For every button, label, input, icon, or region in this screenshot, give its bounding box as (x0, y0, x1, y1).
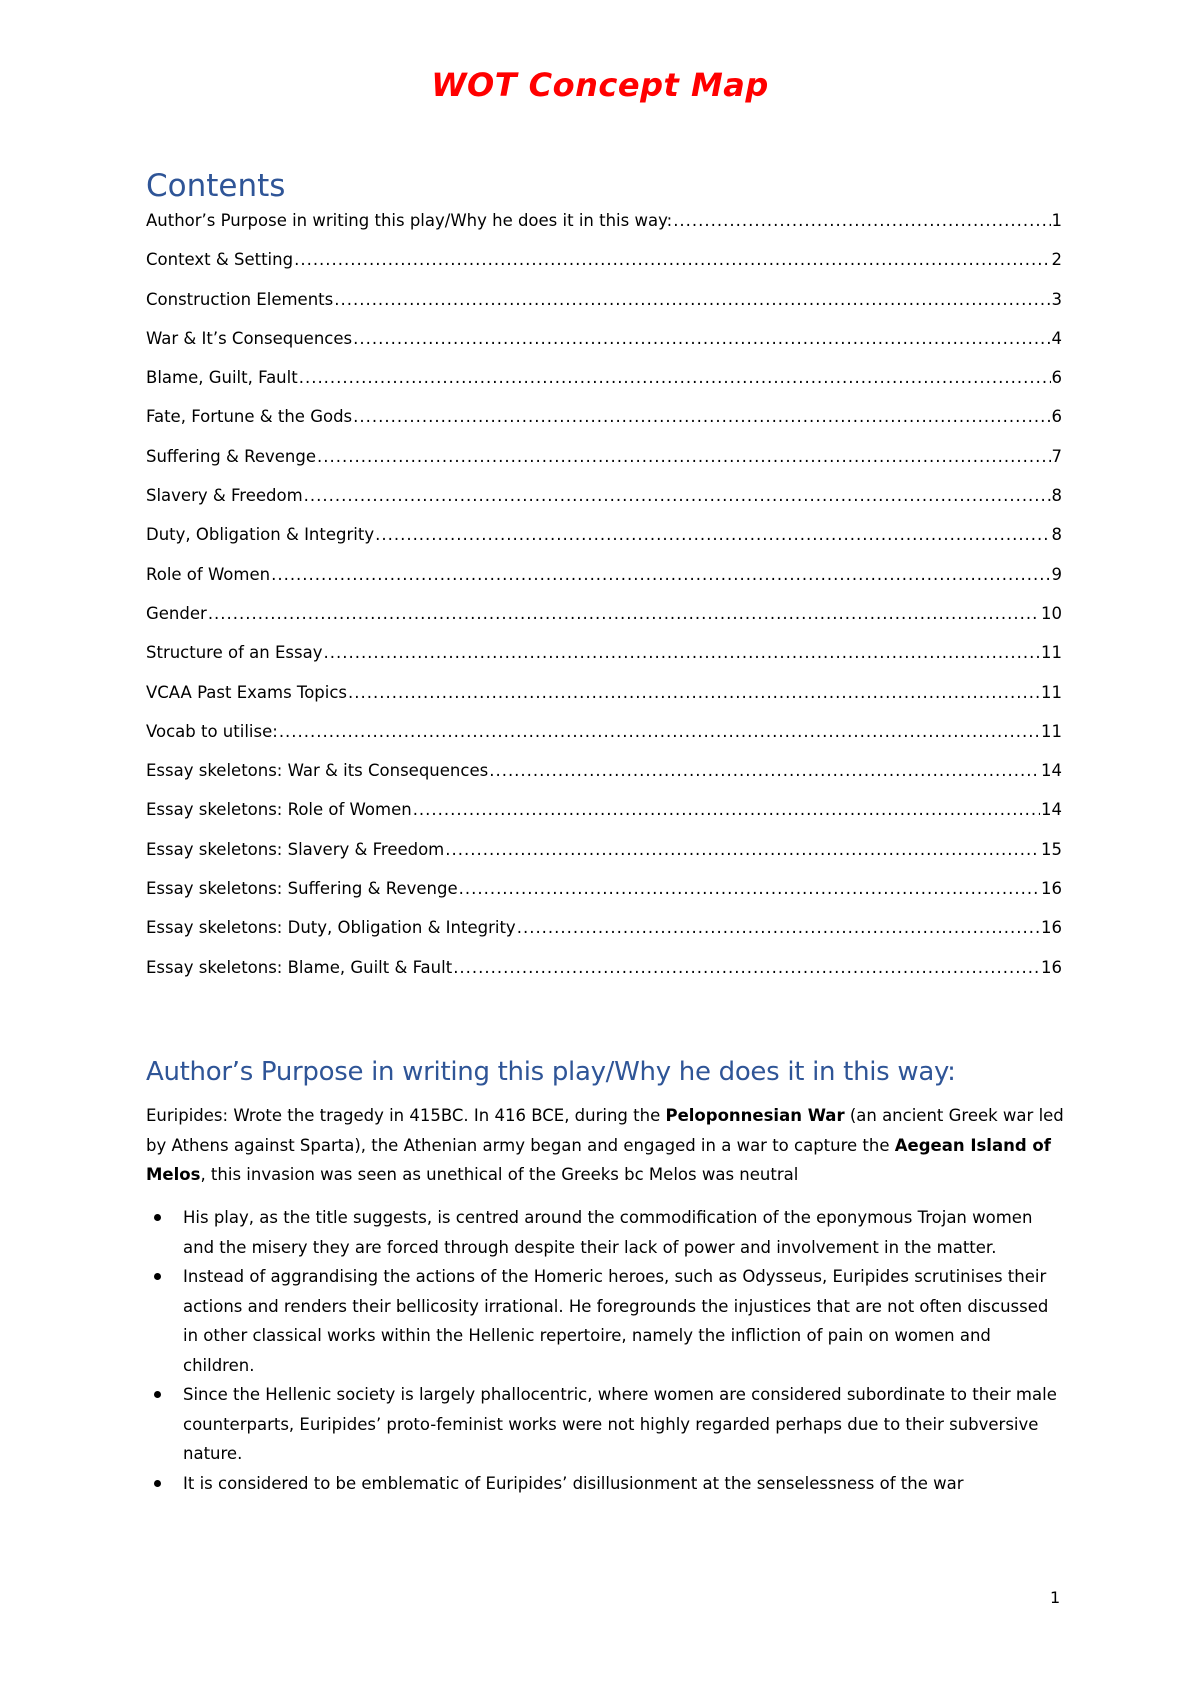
toc-dot-leader (208, 604, 1040, 624)
bullet-dot-icon (154, 1480, 161, 1487)
toc-entry-page: 11 (1041, 643, 1062, 663)
toc-dot-leader (375, 525, 1050, 545)
toc-entry[interactable] (146, 800, 1062, 839)
toc-entry-page: 14 (1041, 800, 1062, 820)
toc-dot-leader (299, 368, 1051, 388)
toc-entry-label: Structure of an Essay (146, 643, 323, 663)
toc-entry[interactable] (146, 918, 1062, 957)
toc-entry[interactable] (146, 683, 1062, 722)
toc-entry-page: 10 (1041, 603, 1062, 623)
toc-entry-page: 16 (1041, 879, 1062, 899)
toc-entry-page: 3 (1051, 289, 1062, 309)
toc-dot-leader (445, 840, 1040, 860)
toc-entry[interactable] (146, 486, 1062, 525)
bullet-text: It is considered to be emblematic of Euripides’ disillusionment at the senselessness of the war (183, 1473, 964, 1493)
intro-text: (an ancient Greek war led by Athens against Sparta), the Athenian army began and engaged in a war to capture the (146, 1106, 1064, 1155)
toc-entry[interactable] (146, 722, 1062, 761)
toc-entry-label: Context & Setting (146, 250, 294, 270)
toc-entry-label: Essay skeletons: Role of Women (146, 800, 412, 820)
document-title: WOT Concept Map (431, 66, 769, 104)
toc-dot-leader (459, 879, 1040, 899)
toc-entry-label: Construction Elements (146, 289, 334, 309)
bullet-text: Instead of aggrandising the actions of the Homeric heroes, such as Odysseus, Euripides scrutinises their actions and renders their bellicosity irrational. He foregrounds the injustices that are not often discussed in other classical works within the Hellenic repertoire, namely the infliction of pain on women and children. (183, 1267, 1049, 1375)
toc-entry-label: Essay skeletons: Slavery & Freedom (146, 839, 445, 859)
toc-entry[interactable] (146, 761, 1062, 800)
toc-dot-leader (489, 761, 1040, 781)
toc-heading: Contents (146, 168, 286, 204)
toc-dot-leader (453, 958, 1040, 978)
toc-entry[interactable] (146, 879, 1062, 918)
toc-entry-page: 9 (1051, 564, 1062, 584)
toc-dot-leader (304, 486, 1051, 506)
bullet-dot-icon (154, 1214, 161, 1221)
bullet-dot-icon (154, 1273, 161, 1280)
bullet-text: His play, as the title suggests, is centred around the commodification of the eponymous Trojan women and the misery they are forced through despite their lack of power and involvement in the matter. (183, 1208, 1033, 1257)
toc-entry-page: 15 (1041, 839, 1062, 859)
bullet-text: Since the Hellenic society is largely phallocentric, where women are considered subordinate to their male counterparts, Euripides’ proto-feminist works were not highly regarded perhaps due to their subversive nature. (183, 1385, 1057, 1463)
section-heading-authors-purpose: Author’s Purpose in writing this play/Why he does it in this way: (146, 1057, 956, 1087)
toc-entry[interactable] (146, 407, 1062, 446)
toc-dot-leader (353, 329, 1050, 349)
toc-entry-label: Blame, Guilt, Fault (146, 368, 298, 388)
table-of-contents (146, 211, 1062, 997)
intro-bold-term: Aegean Island of Melos (146, 1135, 1051, 1184)
toc-dot-leader (323, 643, 1040, 663)
toc-entry-page: 11 (1041, 721, 1062, 741)
toc-entry[interactable] (146, 447, 1062, 486)
toc-entry-page: 14 (1041, 761, 1062, 781)
toc-entry-label: Fate, Fortune & the Gods (146, 407, 353, 427)
toc-entry-label: Role of Women (146, 564, 271, 584)
bullet-item (146, 1380, 1066, 1469)
intro-text: , this invasion was seen as unethical of the Greeks bc Melos was neutral (200, 1165, 799, 1184)
page-number: 1 (1050, 1588, 1061, 1607)
toc-entry-label: Essay skeletons: Blame, Guilt & Fault (146, 957, 453, 977)
bullet-item (146, 1203, 1066, 1262)
toc-entry-page: 4 (1051, 328, 1062, 348)
toc-entry-label: Suffering & Revenge (146, 446, 316, 466)
toc-entry-page: 6 (1051, 368, 1062, 388)
toc-dot-leader (413, 800, 1040, 820)
toc-entry[interactable] (146, 211, 1062, 250)
bullet-list (146, 1203, 1066, 1498)
toc-entry[interactable] (146, 290, 1062, 329)
toc-entry-label: Slavery & Freedom (146, 486, 303, 506)
toc-dot-leader (673, 211, 1050, 231)
toc-entry-page: 16 (1041, 918, 1062, 938)
toc-entry[interactable] (146, 958, 1062, 997)
toc-entry[interactable] (146, 840, 1062, 879)
intro-bold-term: Peloponnesian War (665, 1106, 845, 1125)
toc-entry-page: 7 (1051, 446, 1062, 466)
toc-entry-page: 16 (1041, 957, 1062, 977)
toc-dot-leader (517, 918, 1040, 938)
toc-entry-label: Vocab to utilise: (146, 721, 278, 741)
toc-entry-page: 11 (1041, 682, 1062, 702)
toc-entry-label: Essay skeletons: War & its Consequences (146, 761, 489, 781)
toc-dot-leader (271, 565, 1050, 585)
toc-entry-label: VCAA Past Exams Topics (146, 682, 348, 702)
toc-entry-page: 8 (1051, 486, 1062, 506)
bullet-item (146, 1469, 1066, 1499)
toc-dot-leader (317, 447, 1051, 467)
toc-entry[interactable] (146, 643, 1062, 682)
toc-dot-leader (334, 290, 1050, 310)
toc-entry[interactable] (146, 565, 1062, 604)
toc-entry-page: 2 (1051, 250, 1062, 270)
toc-entry[interactable] (146, 368, 1062, 407)
toc-dot-leader (348, 683, 1040, 703)
toc-entry-page: 8 (1051, 525, 1062, 545)
toc-entry-label: Duty, Obligation & Integrity (146, 525, 375, 545)
toc-dot-leader (294, 250, 1050, 270)
toc-entry-label: Gender (146, 603, 207, 623)
toc-entry-page: 6 (1051, 407, 1062, 427)
toc-entry[interactable] (146, 250, 1062, 289)
toc-entry[interactable] (146, 604, 1062, 643)
toc-entry[interactable] (146, 329, 1062, 368)
intro-text: Euripides: Wrote the tragedy in 415BC. In 416 BCE, during the (146, 1106, 666, 1125)
toc-entry-label: War & It’s Consequences (146, 328, 353, 348)
section-intro-paragraph (146, 1101, 1066, 1190)
toc-entry-label: Essay skeletons: Suffering & Revenge (146, 879, 458, 899)
bullet-dot-icon (154, 1391, 161, 1398)
bullet-item (146, 1262, 1066, 1380)
toc-entry-label: Author’s Purpose in writing this play/Why he does it in this way: (146, 211, 673, 230)
toc-dot-leader (279, 722, 1040, 742)
toc-entry-page: 1 (1051, 211, 1062, 230)
toc-dot-leader (353, 407, 1050, 427)
toc-entry-label: Essay skeletons: Duty, Obligation & Integrity (146, 918, 516, 938)
toc-entry[interactable] (146, 525, 1062, 564)
